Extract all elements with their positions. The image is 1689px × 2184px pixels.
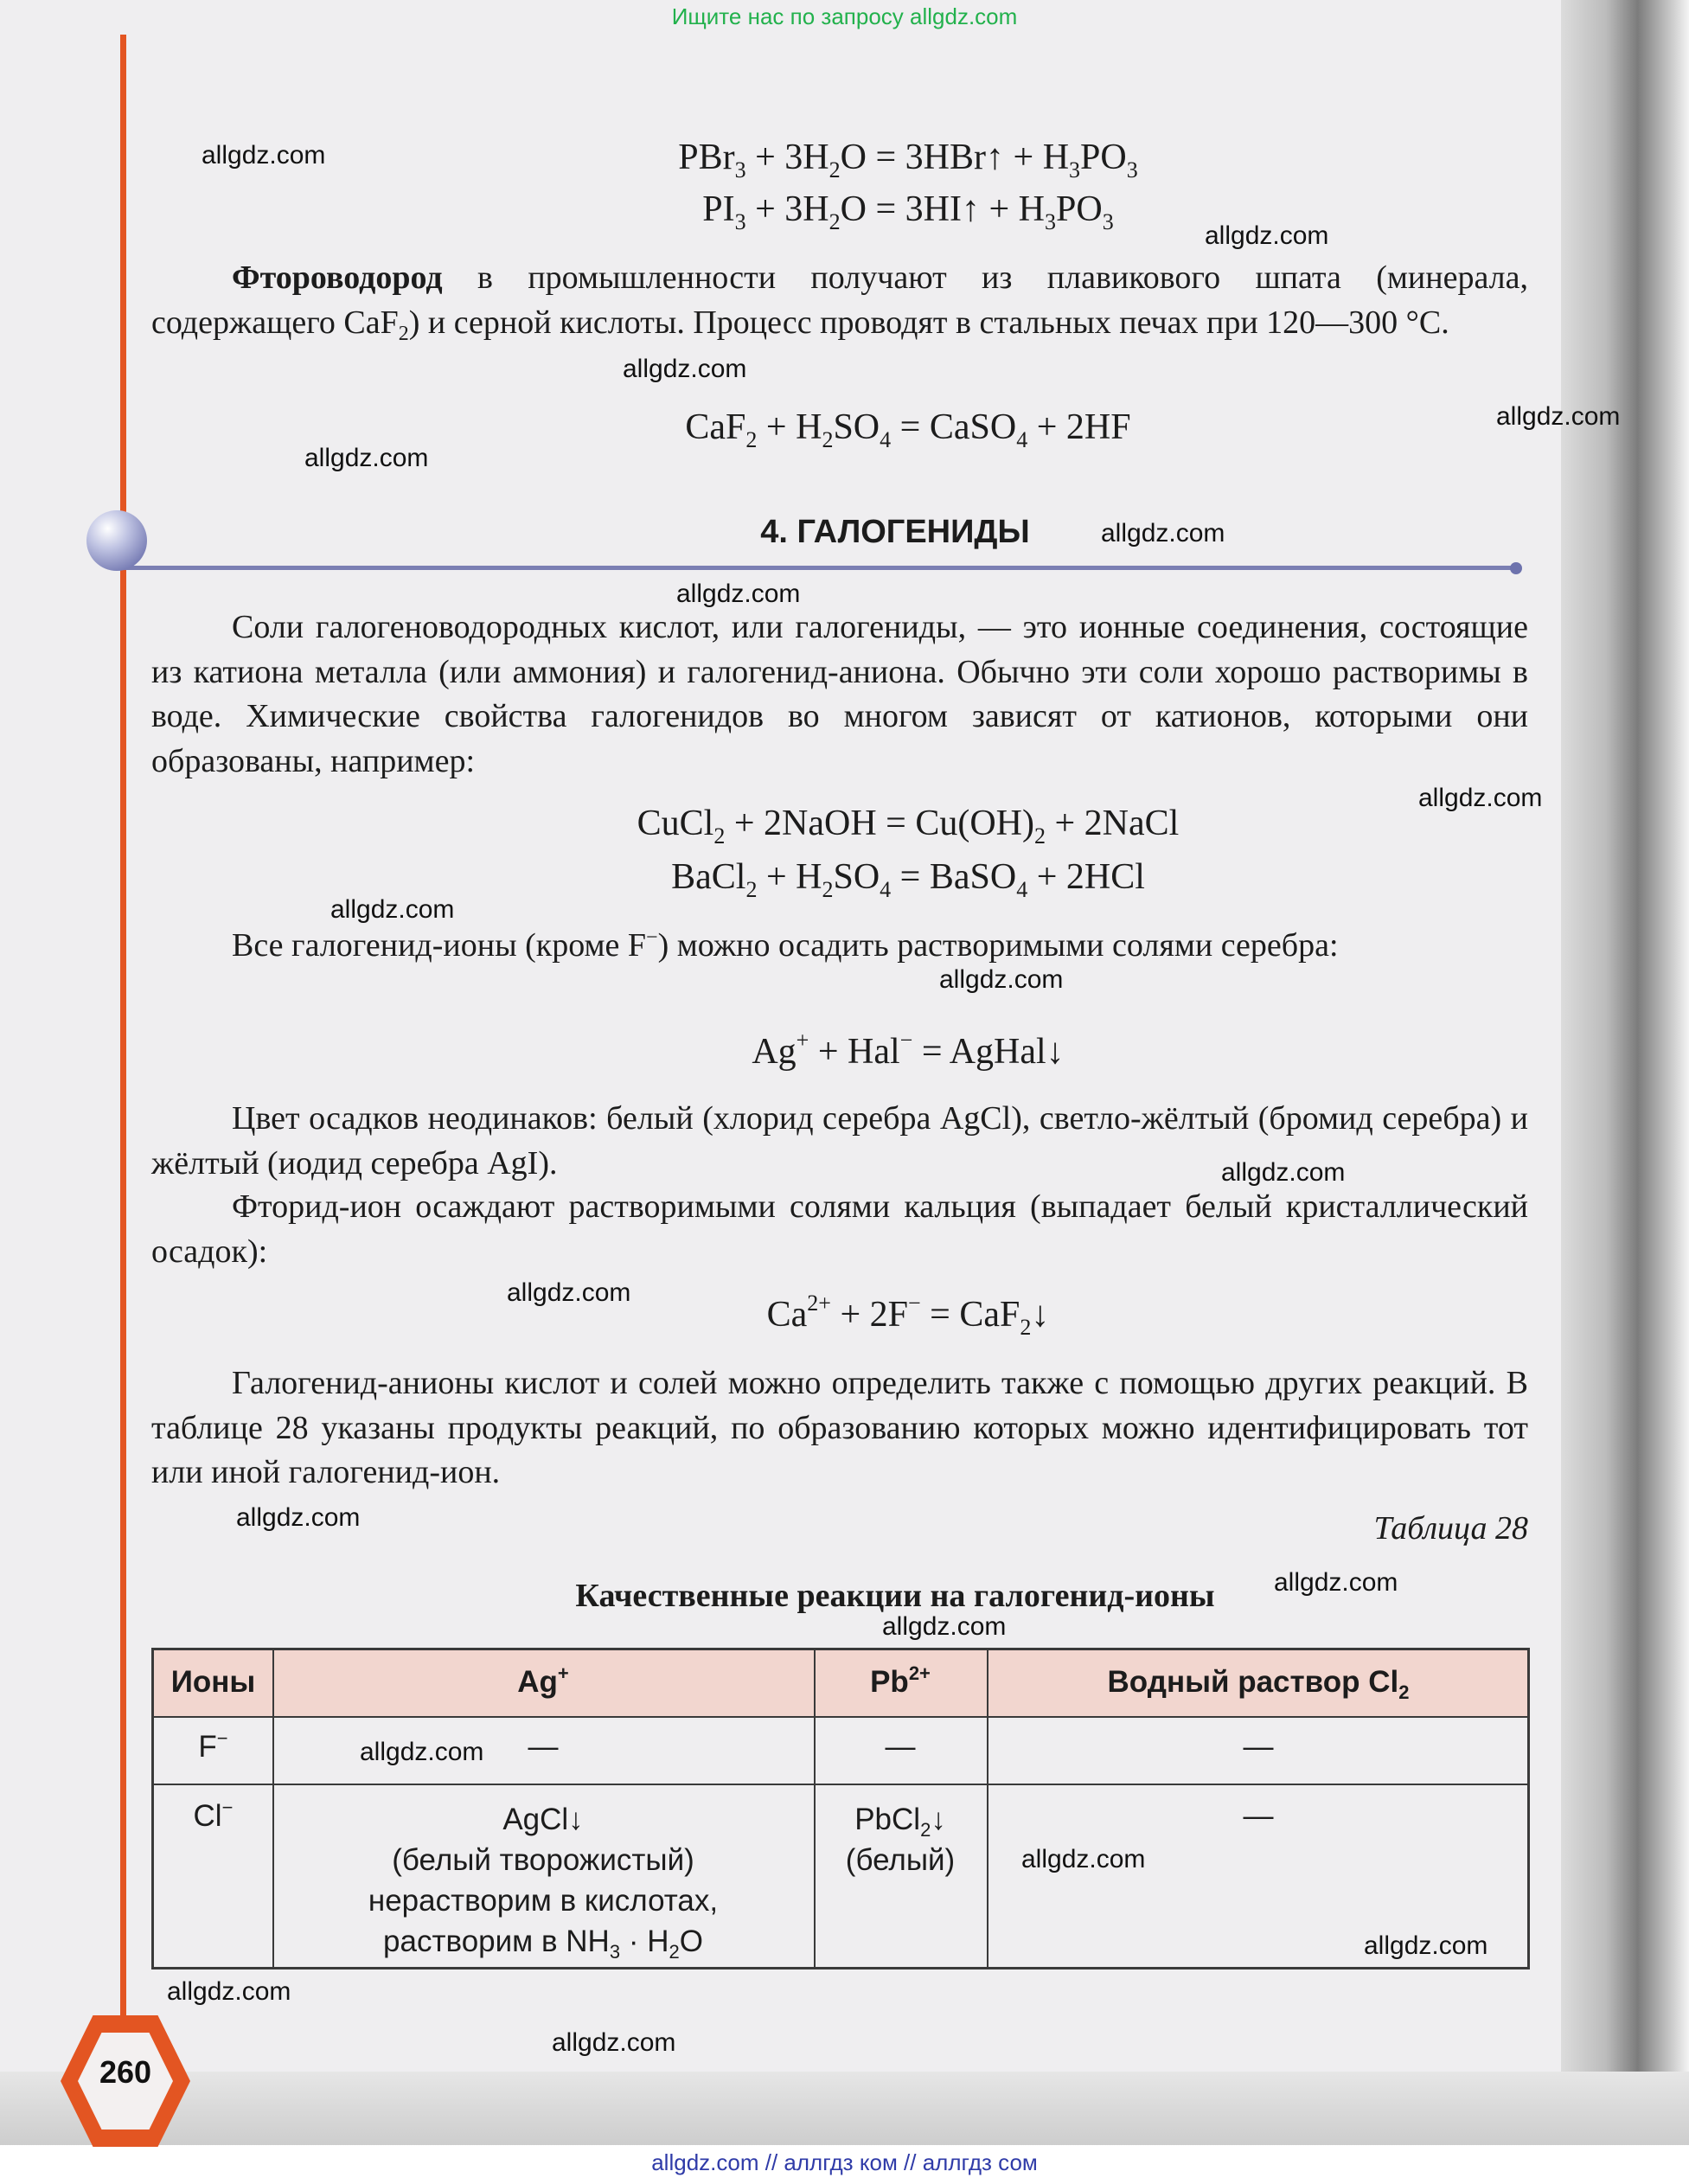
row-cl-ag: AgCl↓ (белый творожистый) нерастворим в кислотах, растворим в $NH_3 \cdot H_2O$ bbox=[368, 1803, 719, 1963]
halide-reactions-table bbox=[151, 1648, 1530, 1969]
section-rule-dot bbox=[1510, 562, 1522, 574]
watermark: allgdz.com bbox=[939, 965, 1064, 994]
row-f-ag: — bbox=[528, 1730, 559, 1764]
watermark: allgdz.com bbox=[676, 580, 801, 608]
equation-pi3: $PI_3 + 3H_2O$ = 3HI↑ + $H_3PO_3$ bbox=[702, 189, 1114, 234]
equation-caf2: $CaF_2 + H_2SO_4$ = CaSO$_4$ + 2HF bbox=[685, 407, 1131, 452]
watermark: allgdz.com bbox=[552, 2028, 676, 2057]
watermark: allgdz.com bbox=[330, 895, 455, 924]
watermark: allgdz.com bbox=[623, 355, 747, 383]
watermark: allgdz.com bbox=[167, 1977, 291, 2006]
header-ions: Ионы bbox=[170, 1665, 256, 1699]
watermark: allgdz.com bbox=[1221, 1158, 1346, 1187]
watermark: allgdz.com bbox=[507, 1278, 631, 1307]
halides-paragraph: Соли галогеноводородных кислот, или галогениды, — это ионные соединения, состоящие из катиона металла (или аммония) и галогенид-аниона. Обычно эти соли хорошо растворимы в воде. Химические свойства галогенидов во многом зависят от катионов, которыми они образованы, например: bbox=[151, 609, 1528, 779]
equation-pbr3: $PBr_3 + 3H_2O$ = 3HBr↑ + $H_3PO_3$ bbox=[678, 138, 1138, 183]
table-caption: Таблица 28 bbox=[1373, 1510, 1528, 1547]
row-f-pb: — bbox=[885, 1730, 916, 1764]
watermark: allgdz.com bbox=[202, 141, 326, 170]
page-number: 260 bbox=[99, 2054, 152, 2090]
header-pb: $Pb^{2+}$ bbox=[870, 1662, 931, 1699]
header-link[interactable]: Ищите нас по запросу allgdz.com bbox=[671, 3, 1018, 29]
header-ag: Ag+ bbox=[517, 1662, 569, 1699]
table-title: Качественные реакции на галогенид-ионы bbox=[575, 1578, 1215, 1614]
row-f-ion: F− bbox=[198, 1727, 228, 1764]
watermark: allgdz.com bbox=[360, 1738, 484, 1766]
watermark: allgdz.com bbox=[1274, 1568, 1398, 1597]
row-cl-cl2: — bbox=[1243, 1799, 1274, 1833]
watermark: allgdz.com bbox=[1364, 1931, 1488, 1960]
watermark: allgdz.com bbox=[1496, 402, 1621, 431]
row-cl-pb: PbCl$_2$↓ (белый) bbox=[845, 1803, 956, 1877]
silver-paragraph: Все галогенид-ионы (кроме F−) можно осадить растворимыми солями серебра: bbox=[232, 926, 1339, 964]
color-paragraph: Цвет осадков неодинаков: белый (хлорид серебра AgCl), светло-жёлтый (бромид серебра) и жёлтый (иодид серебра AgI). bbox=[151, 1100, 1528, 1182]
other-reactions-paragraph: Галогенид-анионы кислот и солей можно определить также с помощью других реакций. В таблице 28 указаны продукты реакций, по образованию которых можно идентифицировать тот или иной галогенид-ион. bbox=[151, 1365, 1528, 1490]
section-rule bbox=[121, 566, 1513, 570]
equation-ag-hal: Ag+ + Hal− = AgHal↓ bbox=[752, 1028, 1065, 1072]
watermark: allgdz.com bbox=[304, 444, 429, 472]
watermark: allgdz.com bbox=[882, 1612, 1007, 1641]
equation-bacl2: BaCl$_2$ + $H_2SO_4$ = BaSO$_4$ + 2HCl bbox=[671, 857, 1145, 902]
hf-term: Фтороводород bbox=[232, 259, 443, 296]
row-f-cl2: — bbox=[1243, 1730, 1274, 1764]
section-title: 4. ГАЛОГЕНИДЫ bbox=[760, 514, 1030, 550]
hf-paragraph: Фтороводород в промышленности получают из плавикового шпата (минерала, содержащего CaF$_2$) и серной кислоты. Процесс проводят в стальных печах при 120—300 °С. bbox=[151, 259, 1528, 345]
page-edge-shadow bbox=[1561, 0, 1689, 2184]
watermark: allgdz.com bbox=[1205, 221, 1329, 250]
header-cl2: Водный раствор $Cl_2$ bbox=[1107, 1665, 1410, 1703]
watermark: allgdz.com bbox=[1101, 519, 1225, 548]
watermark: allgdz.com bbox=[1418, 784, 1543, 812]
watermark: allgdz.com bbox=[236, 1503, 361, 1532]
watermark: allgdz.com bbox=[1021, 1845, 1146, 1873]
table-row-divider bbox=[154, 1784, 1527, 1785]
margin-line bbox=[120, 35, 126, 2067]
row-cl-ion: Cl− bbox=[193, 1797, 234, 1833]
equation-cucl2: CuCl$_2$ + 2NaOH = $Cu(OH)_2$ + 2NaCl bbox=[637, 804, 1180, 849]
equation-ca-f: $Ca^{2+} + 2F^-$ = CaF$_2$↓ bbox=[766, 1291, 1050, 1340]
fluoride-paragraph: Фторид-ион осаждают растворимыми солями кальция (выпадает белый кристаллический осадок): bbox=[151, 1188, 1528, 1270]
footer-link[interactable]: allgdz.com // аллгдз ком // аллгдз сом bbox=[651, 2149, 1038, 2175]
